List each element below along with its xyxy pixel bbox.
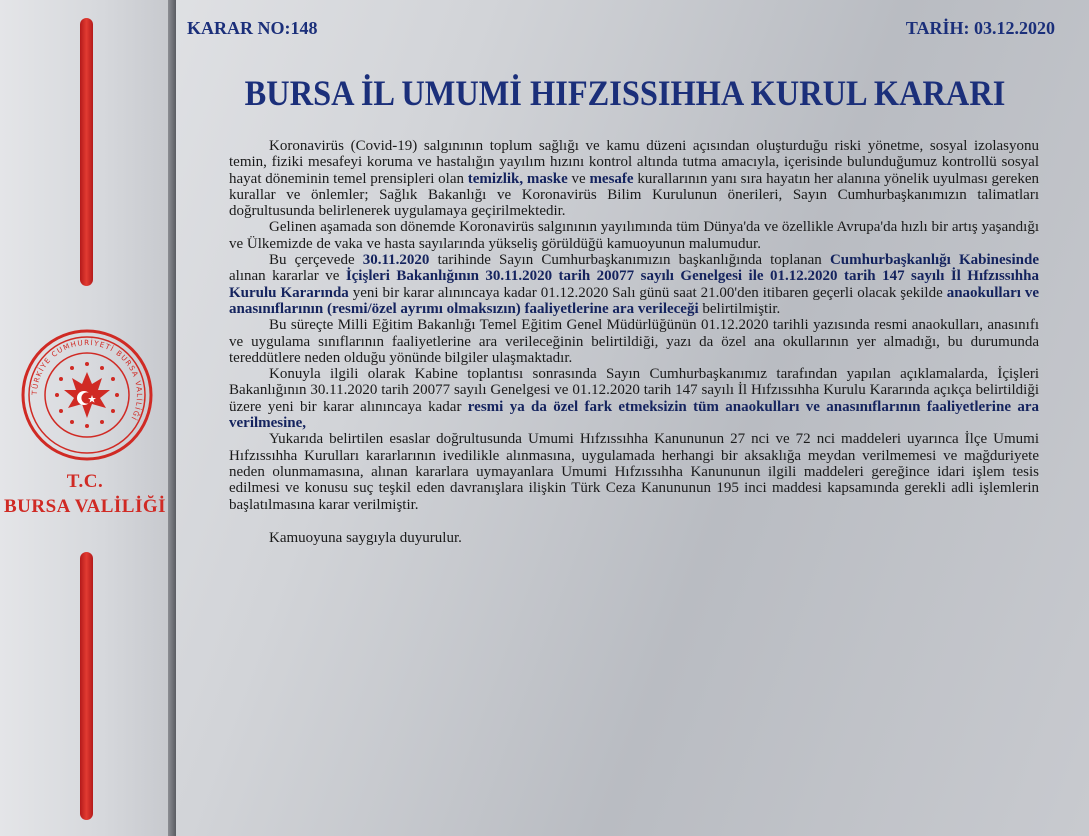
closing-line: Kamuoyuna saygıyla duyurulur. xyxy=(269,529,462,546)
document-body xyxy=(229,138,1039,546)
paragraph xyxy=(229,219,1039,252)
paragraph xyxy=(229,317,1039,366)
paragraph xyxy=(229,252,1039,317)
bold-text: İçişleri Bakanlığının 30.11.2020 tarih 20077 sayılı Genelgesi ile 01.12.2020 tarih 147 sayılı İl Hıfzıssıhha Kurulu Kararında xyxy=(229,268,1039,301)
text: Konuyla ilgili olarak Kabine toplantısı sonrasında Sayın Cumhurbaşkanımız tarafından yapılan açıklamalarda, İçişleri Bakanlığının 30.11.2020 tarih 20077 sayılı Genelgesi ve 01.12.2020 tarih 147 sayılı İl Hıfzıssıhha Kurulu Kararında açıkça belirtildiği üzere yeni bir karar alınıncaya kadar xyxy=(229,366,1039,415)
emblem-ring-text: TÜRKİYE CUMHURİYETİ BURSA VALİLİĞİ xyxy=(29,337,145,423)
bold-text: resmi ya da özel fark etmeksizin tüm anaokulları ve anasınıflarının faaliyetlerine ara verilmesine, xyxy=(229,398,1039,432)
text: Gelinen aşamada son dönemde Koronavirüs salgınının yayılımında tüm Dünya'da ve özellikle Avrupa'da hızlı bir artış yaşandığı ve Ülkemizde de vaka ve hasta sayılarında yükseliş görüldüğü kamuoyunun malumudur. xyxy=(229,219,1039,252)
text: alınan kararlar ve xyxy=(229,268,346,285)
text: ve xyxy=(567,170,590,187)
text: Yukarıda belirtilen esaslar doğrultusunda Umumi Hıfzıssıhha Kanununun 27 nci ve 72 nci maddeleri uyarınca İlçe Umumi Hıfzıssıhha Kurulları kararlarının ivedilikle alınmasına, uygulamada herhangi bir aksaklığa meydan verilmemesi ve mağduriyete neden olunmamasına, alınan kararlara uymayanlara Umumi Hıfzıssıhha Kanununun ilgili maddeleri gereğince idari işlem tesis edilmesi ve konusu suç teşkil eden davranışlara ilişkin Türk Ceza Kanununun 195 inci maddesi kapsamında gerekli adli işlemlerin başlatılmasına karar verilmiştir. xyxy=(229,431,1039,513)
decision-document xyxy=(185,0,1065,836)
red-stripe-top xyxy=(80,18,93,286)
text: Koronavirüs (Covid-19) salgınının toplum sağlığı ve kamu düzeni açısından oluşturduğu riski yönetme, sosyal izolasyonu temin, fiziki mesafeyi koruma ve hastalığın yayılım hızını kontrol altında tutma amacıyla, içerisinde bulunduğumuz kontrollü sosyal hayat döneminin temel prensipleri olan xyxy=(229,138,1039,187)
bold-text: anaokulları ve anasınıflarının (resmi/özel ayrımı olmaksızın) faaliyetlerine ara verileceği xyxy=(229,284,1040,317)
text: yeni bir karar alınıncaya kadar 01.12.2020 Salı günü saat 21.00'den itibaren geçerli olacak şekilde xyxy=(348,284,947,301)
bold-text: mesafe xyxy=(589,170,634,187)
governorship-emblem-icon xyxy=(20,328,154,462)
paragraph xyxy=(229,138,1039,219)
sidebar xyxy=(0,0,170,836)
text: Bu çerçevede xyxy=(269,252,363,269)
decision-number: KARAR NO:148 xyxy=(187,18,318,38)
bold-text: temizlik, maske xyxy=(467,170,568,187)
tc-label: T.C. xyxy=(66,471,104,492)
sidebar-divider xyxy=(168,0,176,836)
bold-text: Cumhurbaşkanlığı Kabinesinde xyxy=(829,252,1039,269)
spacer xyxy=(229,513,1039,530)
text: kurallarının yanı sıra hayatın her alanına yönelik uyulması gereken kurallar ve önlemler; Sağlık Bakanlığı ve Koronavirüs Bilim Kurulunun önerileri, Sayın Cumhurbaşkanımızın talimatları doğrultusunda belirlenerek uygulamaya geçirilmektedir. xyxy=(229,170,1039,220)
text: tarihinde Sayın Cumhurbaşkanımızın başkanlığında toplanan xyxy=(429,252,830,269)
governorship-label: BURSA VALİLİĞİ xyxy=(3,496,167,517)
text: Bu süreçte Milli Eğitim Bakanlığı Temel Eğitim Genel Müdürlüğünün 01.12.2020 tarihli yazısında resmi anaokulları, anasınıfı ve uygulama sınıflarının faaliyetlerine ara verileceğinin belirtildiği, yazı da özel ana okullarının yer almadığı, bu durumunda tereddütlere neden olduğu yönünde bilgiler ulaşmaktadır. xyxy=(229,317,1039,366)
paragraph xyxy=(229,366,1039,431)
decision-date: TARİH: 03.12.2020 xyxy=(905,18,1055,38)
text: belirtilmiştir. xyxy=(698,300,781,317)
bold-text: 30.11.2020 xyxy=(362,252,430,269)
document-title: BURSA İL UMUMİ HIFZISSIHHA KURUL KARARI xyxy=(244,73,1006,113)
red-stripe-bottom xyxy=(80,552,93,820)
paragraph xyxy=(229,431,1039,512)
